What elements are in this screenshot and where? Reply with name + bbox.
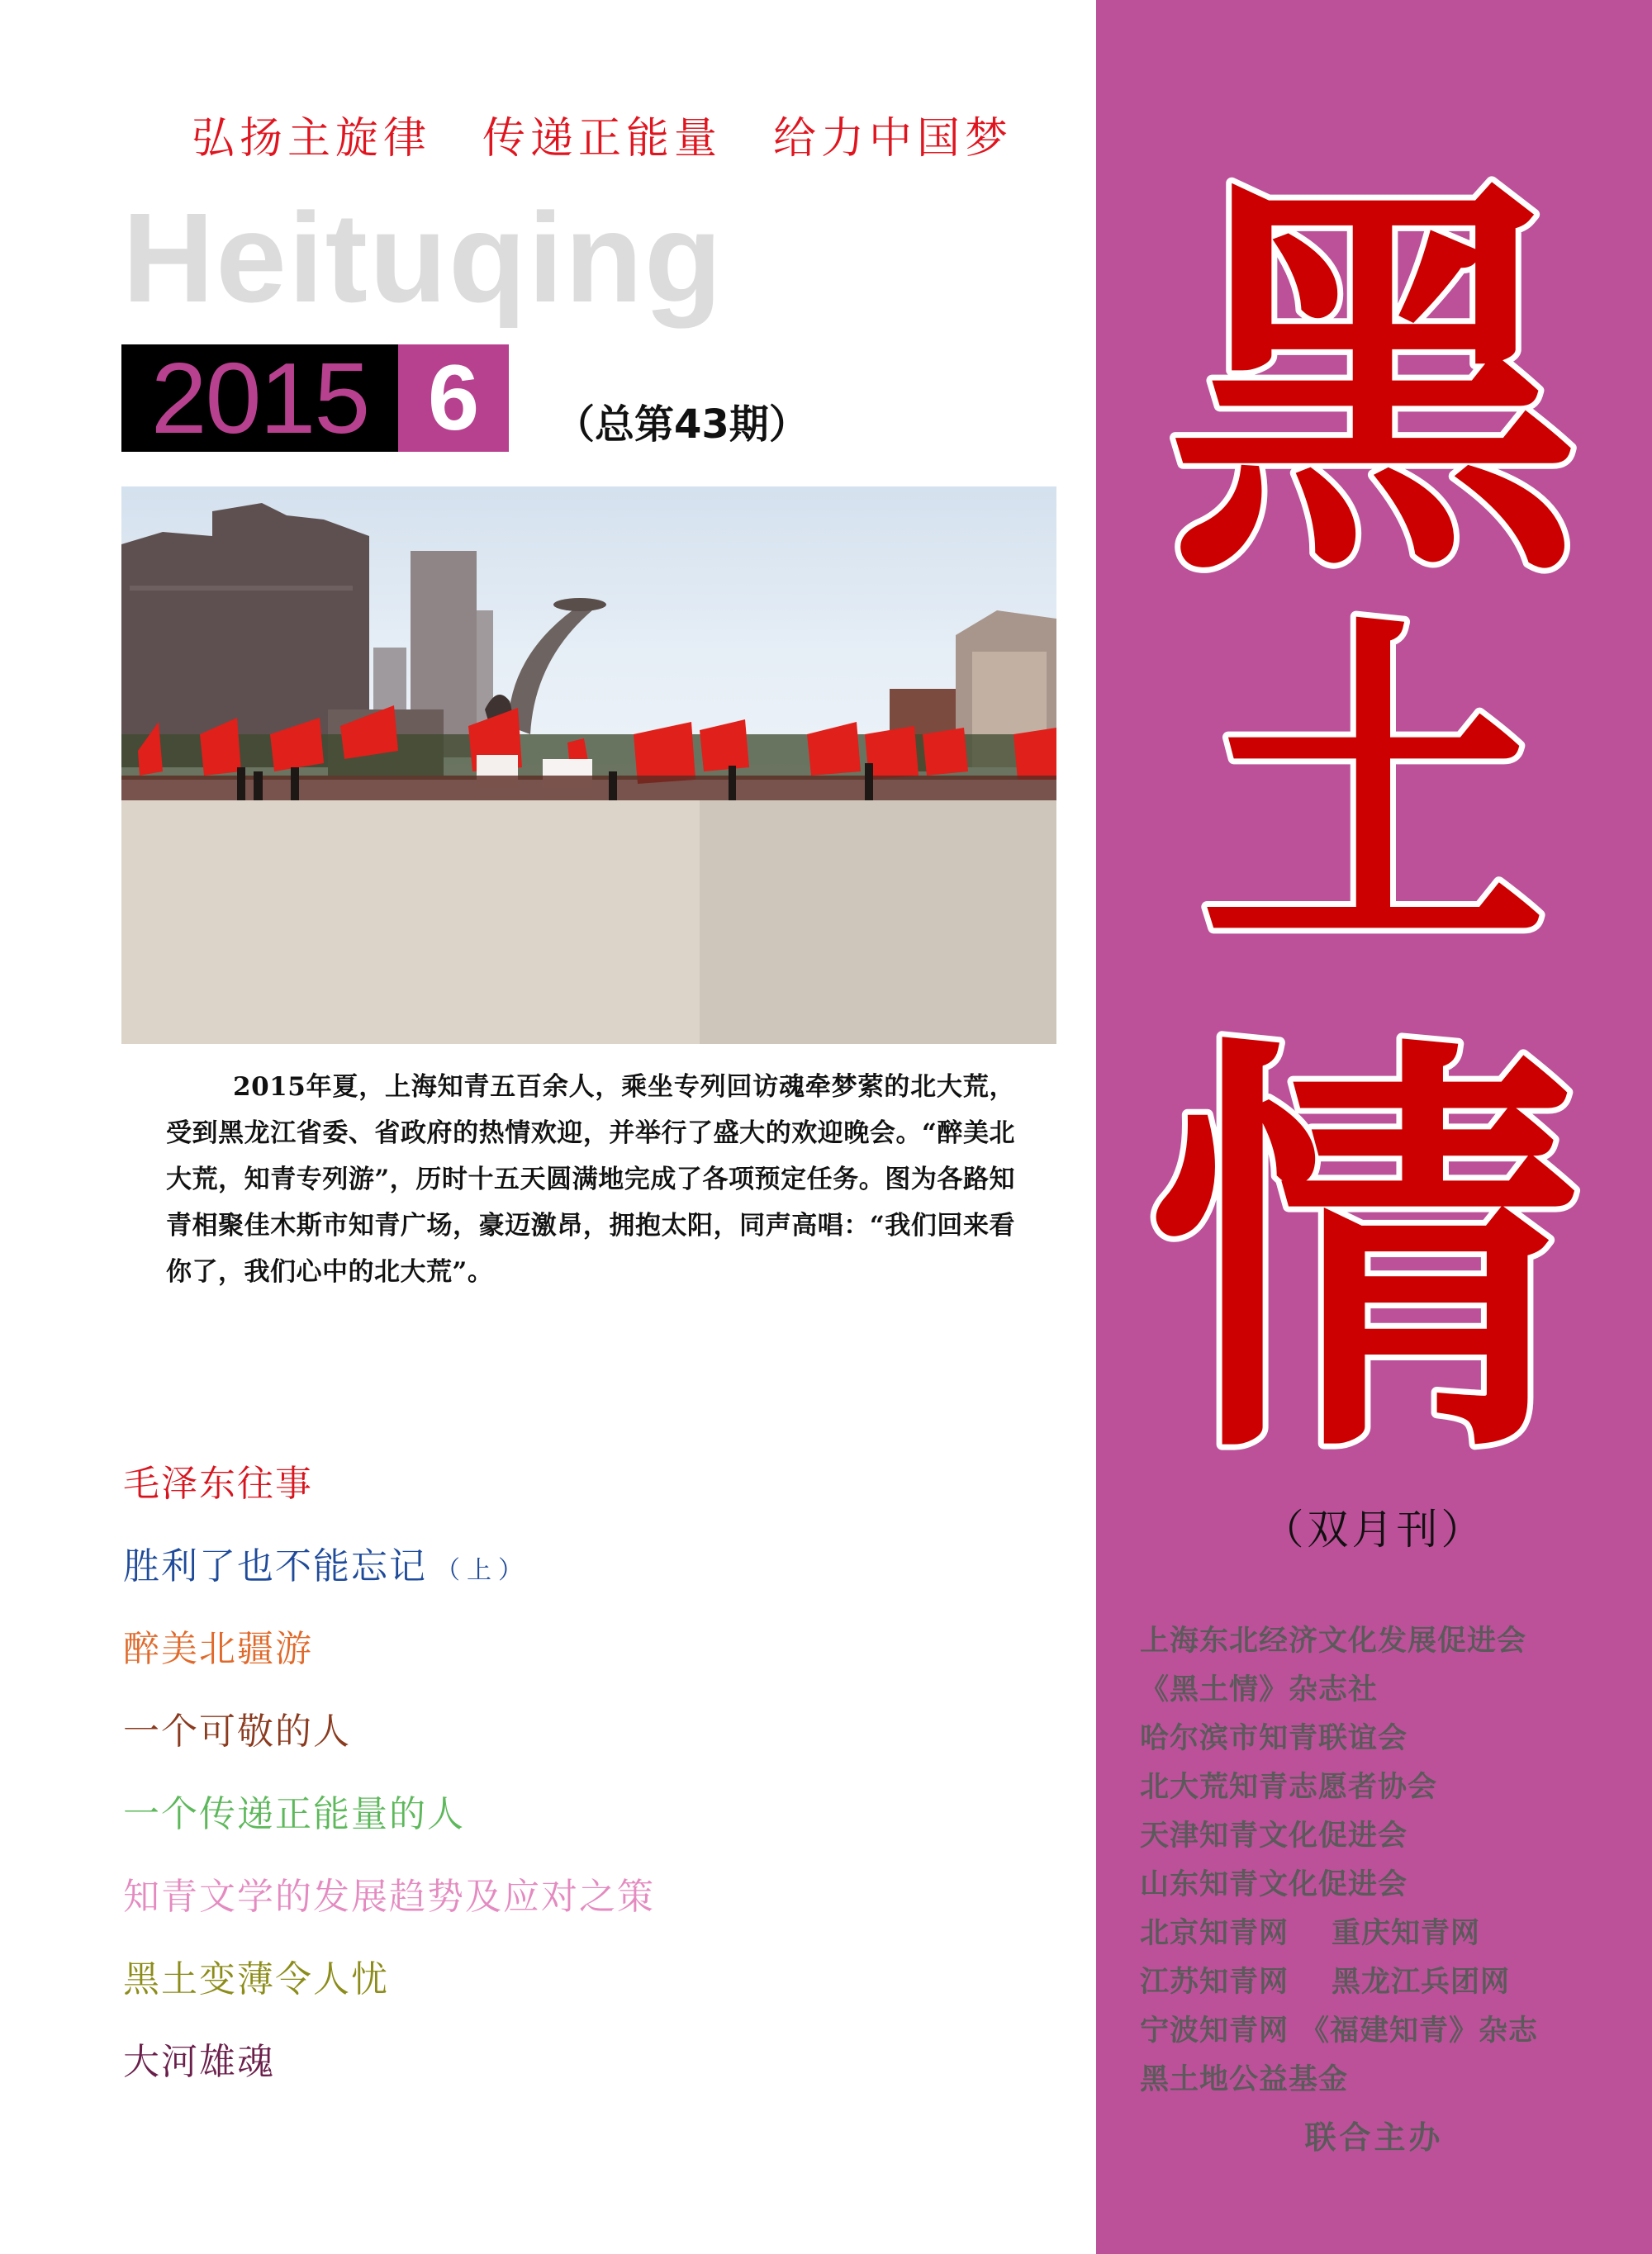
organizer-name: 哈尔滨市知青联谊会 [1140,1722,1408,1755]
tagline-phrase-3: 给力中国梦 [773,114,1014,164]
organizer-name: 《黑土情》杂志社 [1140,1673,1379,1706]
tagline-phrase-1: 弘扬主旋律 [192,114,432,164]
toc-item[interactable] [123,2040,655,2123]
issue-total: （总第43期） [555,401,809,448]
tagline [192,112,1013,165]
organizer-line [1140,1817,1538,1866]
organizer-line [1140,1915,1538,1963]
organizer-line [1140,1671,1538,1720]
toc-item-title: 胜利了也不能忘记 [123,1545,427,1587]
issue-badge [121,344,509,452]
toc-item-title: 一个可敬的人 [123,1711,351,1753]
table-of-contents [123,1462,655,2123]
organizer-name: 黑龙江兵团网 [1332,1966,1511,1999]
organizer-name: 江苏知青网 [1140,1966,1289,1999]
toc-item[interactable] [123,1545,655,1627]
organizer-line [1140,1768,1538,1817]
photo-caption: 2015年夏，上海知青五百余人，乘坐专列回访魂牵梦萦的北大荒，受到黑龙江省委、省政府的热情欢迎，并举行了盛大的欢迎晚会。“醉美北大荒，知青专列游”，历时十五天圆满地完成了各项预定任务。图为各路知青相聚佳木斯市知青广场，豪迈激昂，拥抱太阳，同声高唱：“我们回来看你了，我们心中的北大荒”。 [166,1072,1015,1287]
organizer-name: 天津知青文化促进会 [1140,1820,1408,1853]
toc-item[interactable] [123,1710,655,1792]
toc-item-title: 大河雄魂 [123,2041,275,2083]
organizer-name: 山东知青文化促进会 [1140,1868,1408,1901]
organizer-name: 黑土地公益基金 [1140,2063,1349,2096]
organizer-name: 北京知青网 [1140,1917,1289,1950]
masthead-char-qing: 情 [1150,1001,1579,1487]
toc-item[interactable] [123,1462,655,1545]
tagline-phrase-2: 传递正能量 [482,114,723,164]
organizer-name: 重庆知青网 [1332,1917,1481,1950]
organizer-name: 《福建知青》杂志 [1300,2014,1539,2048]
cover-photo [121,486,1056,1044]
cohost-label: 联合主办 [1304,2119,1444,2156]
organizer-name: 北大荒知青志愿者协会 [1140,1771,1438,1804]
toc-item-title: 知青文学的发展趋势及应对之策 [123,1876,655,1918]
organizer-line [1140,2061,1538,2109]
brand-latin-title: Heituqing [122,187,724,329]
issue-number: 6 [398,344,509,452]
masthead-char-hei: 黑 [1167,141,1580,626]
toc-item[interactable] [123,1627,655,1710]
toc-item-title: 醉美北疆游 [123,1628,313,1670]
organizer-list [1140,1622,1538,2109]
toc-item[interactable] [123,1875,655,1957]
organizer-line [1140,1720,1538,1768]
toc-item-part: （上） [435,1556,529,1585]
cover-photo-illustration [121,486,1056,1044]
organizer-name: 宁波知青网 [1140,2014,1289,2048]
masthead-char-tu: 土 [1200,588,1547,995]
toc-item[interactable] [123,1792,655,1875]
organizer-name: 上海东北经济文化发展促进会 [1140,1625,1527,1658]
organizer-line [1140,1963,1538,2012]
organizer-line [1140,2012,1538,2061]
toc-item-title: 一个传递正能量的人 [123,1793,465,1835]
organizer-line [1140,1866,1538,1915]
toc-item-title: 毛泽东往事 [123,1463,313,1505]
publication-frequency: （双月刊） [1262,1506,1486,1554]
masthead-calligraphy [1096,0,1652,1487]
issue-year: 2015 [121,344,398,452]
toc-item-title: 黑土变薄令人忧 [123,1958,389,2000]
organizer-line [1140,1622,1538,1671]
toc-item[interactable] [123,1957,655,2040]
